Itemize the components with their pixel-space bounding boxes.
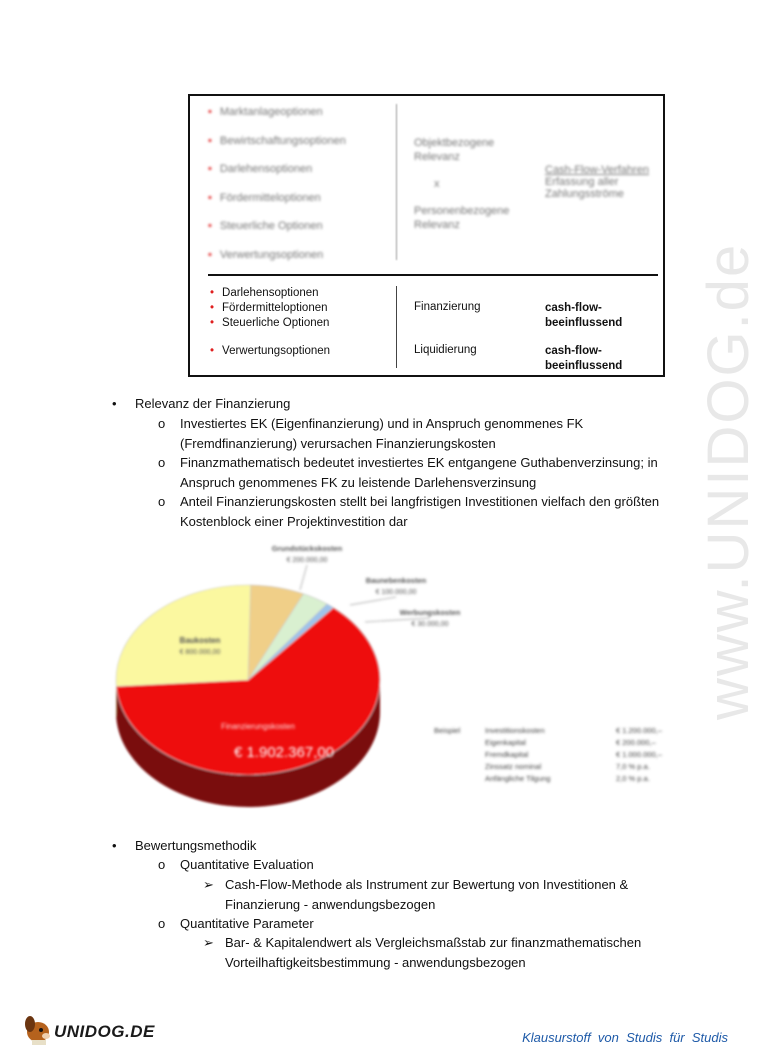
list-item: • Darlehensoptionen xyxy=(210,287,319,299)
slice-value-label: € 100.000,00 xyxy=(375,589,417,596)
row1-middle: Finanzierung xyxy=(414,301,481,313)
row1-right: cash-flow- beeinflussend xyxy=(545,302,623,329)
list-item: • Darlehensoptionen xyxy=(208,163,313,175)
options-table xyxy=(188,94,665,377)
list-item: • Fördermitteloptionen xyxy=(208,191,321,204)
row2-right: cash-flow- beeinflussend xyxy=(545,345,623,372)
unidog-logo[interactable] xyxy=(22,1012,157,1053)
slice-value-label: € 800.000,00 xyxy=(179,649,221,656)
example-text: Fremdkapital xyxy=(485,750,529,759)
slice-value-label: € 30.000,00 xyxy=(411,621,449,628)
slice-label: Baukosten xyxy=(179,636,221,645)
row2-middle: Liquidierung xyxy=(414,344,477,356)
list-item: o Anteil Finanzierungskosten stellt bei langfristigen Investitionen vielfach den größten Kostenblock einer Projektinvestition dar xyxy=(158,494,660,529)
list-item: • Bewirtschaftungsoptionen xyxy=(208,134,346,147)
logo-text: UNIDOG.DE xyxy=(54,1022,155,1041)
example-text: 7,0 % p.a. xyxy=(616,762,650,771)
list-item: o Finanzmathematisch bedeutet investiertes EK entgangene Guthabenverzinsung; in Anspruch genommenes FK zu leistende Darlehensverzinsung xyxy=(158,455,658,490)
bottom-option-list xyxy=(210,286,330,359)
list-item: • Fördermitteloptionen xyxy=(210,302,328,314)
table-rule xyxy=(208,274,658,276)
slice-label: Grundstückskosten xyxy=(271,544,343,553)
example-text: Anfängliche Tilgung xyxy=(485,774,551,783)
example-text: € 200.000,– xyxy=(616,738,656,747)
example-text: € 1.000.000,– xyxy=(616,750,662,759)
example-text: Eigenkapital xyxy=(485,738,526,747)
top-right-text: Cash-Flow-Verfahren Erfassung aller Zahlungsströme xyxy=(545,164,649,200)
slice-value-label: € 200.000,00 xyxy=(286,557,328,564)
list-item: • Marktanlageoptionen xyxy=(208,106,323,118)
pie-chart xyxy=(100,535,660,830)
leader-line xyxy=(300,565,307,590)
top-middle-text: Objektbezogene Relevanz x Personenbezogene Relevanz xyxy=(414,137,510,231)
example-text: Zinssatz nominal xyxy=(485,762,542,771)
slice-value-label: € 1.902.367,00 xyxy=(233,744,335,761)
leader-line xyxy=(350,597,396,605)
slice-label: Baunebenkosten xyxy=(365,576,427,585)
top-divider xyxy=(396,104,397,260)
list-item: • Verwertungsoptionen xyxy=(210,345,331,357)
list-item: o Investiertes EK (Eigenfinanzierung) und in Anspruch genommenes FK (Fremdfinanzierung) verursachen Finanzierungskosten xyxy=(158,416,584,451)
slice-label: Finanzierungskosten xyxy=(221,722,295,731)
example-text: Investitionskosten xyxy=(485,726,545,735)
watermark: www.UNIDOG.de xyxy=(696,242,761,720)
example-text: € 1.200.000,– xyxy=(616,726,662,735)
list-item: • Steuerliche Optionen xyxy=(208,220,323,232)
example-text: Beispiel xyxy=(434,726,461,735)
list-item: • Steuerliche Optionen xyxy=(210,317,330,329)
bottom-divider xyxy=(396,286,397,368)
list-item: • Verwertungsoptionen xyxy=(208,248,324,261)
slice-label: Werbungskosten xyxy=(399,608,461,617)
example-text: 2,0 % p.a. xyxy=(616,774,650,783)
section1-list xyxy=(158,414,678,531)
footer-tagline: Klausurstoff von Studis für Studis xyxy=(522,1030,728,1045)
